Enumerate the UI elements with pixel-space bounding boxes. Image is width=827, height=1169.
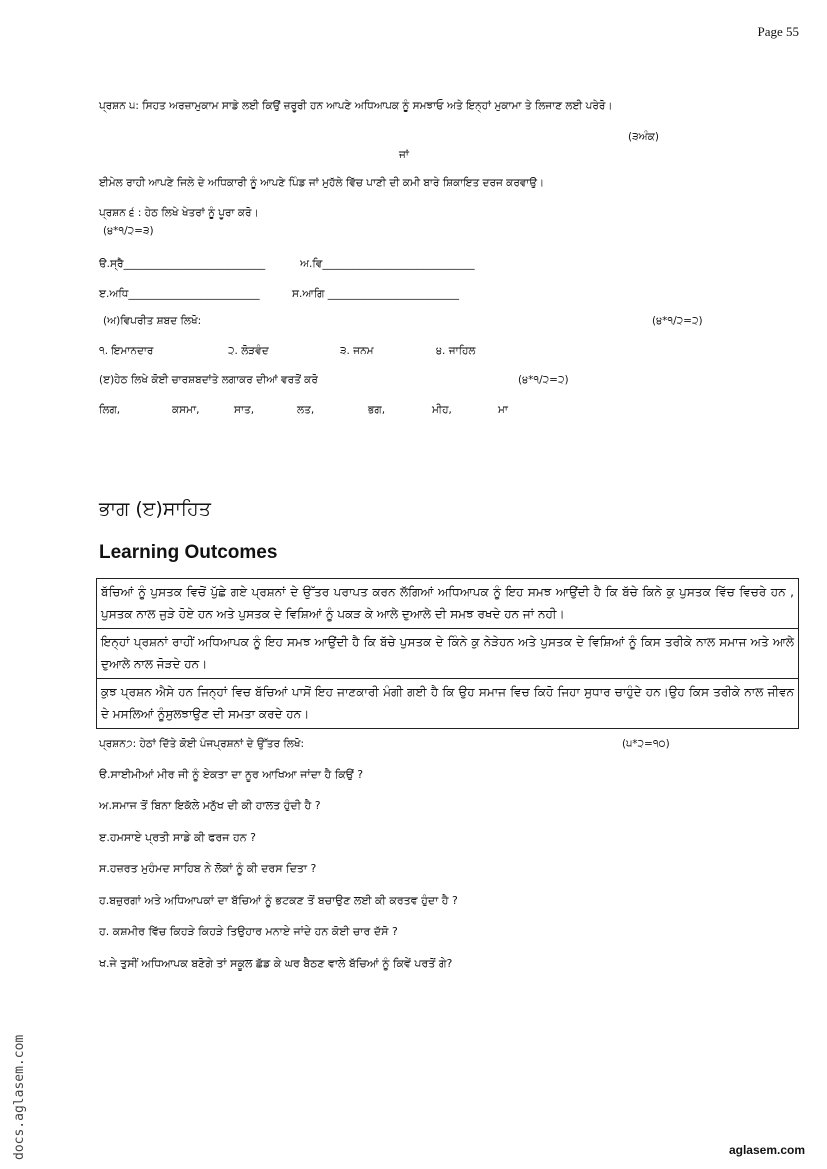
q5-text: ਪ੍ਰਸ਼ਨ ੫: ਸਿਹਤ ਅਰਜ਼ਾਮੁਕਾਮ ਸਾਡੇ ਲਈ ਕਿਉਂ ਜ਼ਰੂਰੀ ਹਨ ਆਪਣੇ ਅਧਿਆਪਕ ਨੂੰ ਸਮਝਾਓ ਅਤੇ ਇਨ੍ਹਾਂ ਮੁਕਾਮਾ ਤੇ ਲਿਜਾਣ ਲਈ ਪਰੇਰੋ। <box>99 100 613 112</box>
table-cell: ਕੁਝ ਪ੍ਰਸ਼ਨ ਐਸੇ ਹਨ ਜਿਨ੍ਹਾਂ ਵਿਚ ਬੱਚਿਆਂ ਪਾਸੋਂ ਇਹ ਜਾਣਕਾਰੀ ਮੰਗੀ ਗਈ ਹੈ ਕਿ ਉਹ ਸਮਾਜ ਵਿਚ ਕਿਹੋ ਜਿਹਾ ਸੁਧਾਰ ਚਾਹੁੰਦੇ ਹਨ।ਉਹ ਕਿਸ ਤਰੀਕੇ ਨਾਲ ਜੀਵਨ ਦੇ ਮਸਲਿਆਂ ਨੂੰਸੁਲਝਾਉਣ ਦੀ ਸਮਤਾ ਕਰਦੇ ਹਨ। <box>97 679 799 729</box>
completion-word: ਲਤ, <box>297 404 315 416</box>
side-watermark: docs.aglasem.com <box>12 1034 27 1160</box>
q7-item: ਸ.ਹਜ਼ਰਤ ਮੁਹੰਮਦ ਸਾਹਿਬ ਨੇ ਲੋਕਾਂ ਨੂੰ ਕੀ ਦਰਸ ਦਿਤਾ ? <box>99 862 317 875</box>
opposite-words-label: (ਅ)ਵਿਪਰੀਤ ਸ਼ਬਦ ਲਿਖੋ: <box>103 315 202 327</box>
learning-outcomes-table <box>96 578 799 729</box>
table-cell: ਬੱਚਿਆਂ ਨੂੰ ਪੁਸਤਕ ਵਿਚੋਂ ਪੁੱਛੇ ਗਏ ਪ੍ਰਸ਼ਨਾਂ ਦੇ ਉੱਤਰ ਪਰਾਪਤ ਕਰਨ ਲੱਗਿਆਂ ਅਧਿਆਪਕ ਨੂੰ ਇਹ ਸਮਝ ਆਉਂਦੀ ਹੈ ਕਿ ਬੱਚੇ ਕਿਨੇ ਕੁ ਪੁਸਤਕ ਵਿੱਚ ਵਿਚਰੇ ਹਨ , ਪੁਸਤਕ ਨਾਲ ਜੁੜੇ ਹੋਏ ਹਨ ਅਤੇ ਪੁਸਤਕ ਦੇ ਵਿਸ਼ਿਆਂ ਨੂੰ ਪਕੜ ਕੇ ਆਲੇ ਦੁਆਲੇ ਦੀ ਸਮਝ ਰਖਦੇ ਹਨ ਜਾਂ ਨਹੀ। <box>97 579 799 629</box>
q7-item: ਅ.ਸਮਾਜ ਤੋਂ ਬਿਨਾ ਇਕੱਲੇ ਮਨੁੱਖ ਦੀ ਕੀ ਹਾਲਤ ਹੁੰਦੀ ਹੈ ? <box>99 799 321 812</box>
fill-blank-2a: ੲ.ਅਧਿ_________________________ <box>99 288 260 300</box>
q7-marks: (੫*੨=੧੦) <box>622 738 670 750</box>
opposite-word: ੪. ਜਾਹਿਲ <box>436 345 476 357</box>
opposite-words-row <box>0 345 827 361</box>
completion-word: ਲਿਗ, <box>99 404 121 416</box>
q7-item: ੲ.ਹਮਸਾਏ ਪ੍ਰਤੀ ਸਾਡੇ ਕੀ ਫਰਜ ਹਨ ? <box>99 831 256 844</box>
table-row <box>97 629 799 679</box>
opposite-word: ੩. ਜਨਮ <box>340 345 374 357</box>
q7-item: ਹ.ਬਜ਼ੁਰਗਾਂ ਅਤੇ ਅਧਿਆਪਕਾਂ ਦਾ ਬੱਚਿਆਂ ਨੂੰ ਭਟਕਣ ਤੋਂ ਬਚਾਉਣ ਲਈ ਕੀ ਕਰਤਵ ਹੁੰਦਾ ਹੈ ? <box>99 894 458 907</box>
q5-marks: (੩ਅੰਕ) <box>628 131 659 143</box>
q6-marks: (੪*੧/੨=੩) <box>103 225 154 237</box>
fill-blank-1a: ੳ.ਸ੍ਰੈ___________________________ <box>99 258 266 270</box>
completion-word: ਭਗ, <box>368 404 386 416</box>
section-heading: ਭਾਗ (ੲ)ਸਾਹਿਤ <box>99 498 211 520</box>
q7-item: ਖ.ਜੇ ਤੁਸੀਂ ਅਧਿਆਪਕ ਬਣੋਗੇ ਤਾਂ ਸਕੂਲ ਛੱਡ ਕੇ ਘਰ ਬੈਠਣ ਵਾਲੇ ਬੱਚਿਆਂ ਨੂੰ ਕਿਵੇਂ ਪਰਤੋਂ ਗੇ? <box>99 957 453 970</box>
fill-blank-2b: ਸ.ਆਗਿ _________________________ <box>292 288 460 300</box>
completion-words-row <box>0 404 827 420</box>
brand-footer: aglasem.com <box>728 1143 805 1157</box>
opposite-word: ੧. ਇਮਾਨਦਾਰ <box>99 345 154 357</box>
page-number: Page 55 <box>757 24 799 39</box>
q6-text: ਪ੍ਰਸ਼ਨ ੬ : ਹੇਠ ਲਿਖੇ ਖੇਤਰਾਂ ਨੂੰ ਪੂਰਾ ਕਰੋ। <box>99 207 259 219</box>
completion-marks: (੪*੧/੨=੨) <box>518 374 569 386</box>
completion-word: ਮੀਹ, <box>432 404 452 416</box>
opposite-words-marks: (੪*੧/੨=੨) <box>652 315 703 327</box>
q5-alternative: ਈਮੇਲ ਰਾਹੀ ਆਪਣੇ ਜਿਲੇ ਦੇ ਅਧਿਕਾਰੀ ਨੂੰ ਆਪਣੇ ਪਿੰਡ ਜਾਂ ਮੁਹੱਲੇ ਵਿੱਚ ਪਾਣੀ ਦੀ ਕਮੀ ਬਾਰੇ ਸ਼ਿਕਾਇਤ ਦਰਜ ਕਰਵਾਉ। <box>99 177 545 189</box>
learning-outcomes-heading: Learning Outcomes <box>99 542 278 563</box>
q7-text: ਪ੍ਰਸ਼ਨ੭: ਹੇਠਾਂ ਦਿੱਤੇ ਕੋਈ ਪੰਜਪ੍ਰਸ਼ਨਾਂ ਦੇ ਉੱਤਰ ਲਿਖੋ: <box>99 738 305 750</box>
completion-label: (ੲ)ਹੇਠ ਲਿਖੇ ਕੋਈ ਚਾਰਸ਼ਬਦਾਂਤੇ ਲਗਾਕਰ ਦੀਆਂ ਵਰਤੋਂ ਕਰੋ <box>99 374 318 386</box>
completion-word: ਮਾ <box>498 404 508 416</box>
q7-item: ਹ. ਕਸ਼ਮੀਰ ਵਿੱਚ ਕਿਹੜੇ ਕਿਹੜੇ ਤਿਉਹਾਰ ਮਨਾਏ ਜਾਂਦੇ ਹਨ ਕੋਈ ਚਾਰ ਦੱਸੋ ? <box>99 925 398 938</box>
q5-or: ਜਾਂ <box>399 149 409 161</box>
table-row <box>97 679 799 729</box>
table-row <box>97 579 799 629</box>
q7-item: ੳ.ਸਾਈਮੀਆਂ ਮੀਰ ਜੀ ਨੂੰ ਏਕਤਾ ਦਾ ਨੂਰ ਆਖਿਆ ਜਾਂਦਾ ਹੈ ਕਿਉਂ ? <box>99 768 364 781</box>
opposite-word: ੨. ਲੋੜਵੰਦ <box>228 345 269 357</box>
fill-blank-1b: ਅ.ਵਿ_____________________________ <box>300 258 475 270</box>
completion-word: ਕਸਮਾ, <box>172 404 200 416</box>
table-cell: ਇਨ੍ਹਾਂ ਪ੍ਰਸ਼ਨਾਂ ਰਾਹੀਂ ਅਧਿਆਪਕ ਨੂੰ ਇਹ ਸਮਝ ਆਉਂਦੀ ਹੈ ਕਿ ਬੱਚੇ ਪੁਸਤਕ ਦੇ ਕਿੰਨੇ ਕੁ ਨੇੜੇਹਨ ਅਤੇ ਪੁਸਤਕ ਦੇ ਵਿਸ਼ਿਆਂ ਨੂੰ ਕਿਸ ਤਰੀਕੇ ਨਾਲ ਸਮਾਜ ਅਤੇ ਆਲੇ ਦੁਆਲੇ ਨਾਲ ਜੋੜਦੇ ਹਨ। <box>97 629 799 679</box>
completion-word: ਸਾਤ, <box>234 404 255 416</box>
